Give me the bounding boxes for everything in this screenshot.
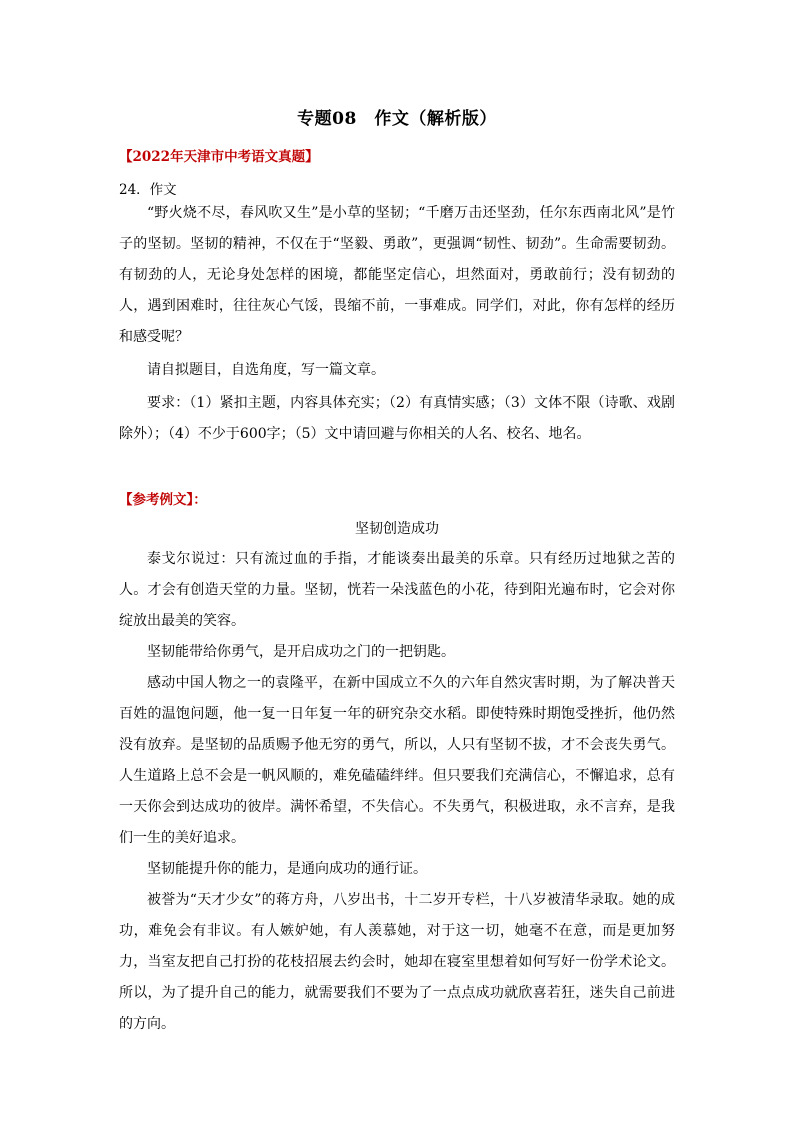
reference-label: 【参考例文】： [119, 492, 207, 508]
essay-title: 坚韧创造成功 [355, 521, 439, 537]
essay-paragraph: 坚韧能带给你勇气，是开启成功之门的一把钥匙。 [147, 644, 455, 660]
essay-paragraph: 被誉为“天才少女”的蒋方舟，八岁出书，十二岁开专栏，十八岁被清华录取。她的成功，难免会有非议。有人嫉妒她，有人羡慕她，对于这一切，她毫不在意，而是更加努力，当室友把自己打扮的花枝招展去约会时，她却在寝室里想着如何写好一份学术论文。所以，为了提升自己的能力，就需要我们不要为了一点点成功就欣喜若狂，迷失自己前进的方向。 [119, 892, 675, 1032]
prompt-requirements: 要求：（1）紧扣主题，内容具体充实；（2）有真情实感；（3）文体不限（诗歌、戏剧除外）；（4）不少于600字；（5）文中请回避与你相关的人名、校名、地名。 [119, 395, 675, 442]
essay-paragraph: 坚韧能提升你的能力，是通向成功的通行证。 [147, 861, 427, 877]
document-title: 专题08 作文（解析版） [297, 109, 497, 129]
prompt-instruction: 请自拟题目，自选角度，写一篇文章。 [147, 362, 385, 378]
question-number: 24．作文 [119, 182, 177, 198]
essay-paragraph: 感动中国人物之一的袁隆平，在新中国成立不久的六年自然灾害时期，为了解决普天百姓的温饱问题，他一复一日年复一年的研究杂交水稻。即使特殊时期饱受挫折，他仍然没有放弃。是坚韧的品质赐予他无穷的勇气，所以，人只有坚韧不拔，才不会丧失勇气。人生道路上总不会是一帆风顺的，难免磕磕绊绊。但只要我们充满信心，不懈追求，总有一天你会到达成功的彼岸。满怀希望，不失信心。不失勇气，积极进取，永不言弃，是我们一生的美好追求。 [119, 675, 675, 846]
source-label: 【2022年天津市中考语文真题】 [119, 149, 319, 165]
essay-paragraph: 泰戈尔说过：只有流过血的手指，才能谈奏出最美的乐章。只有经历过地狱之苦的人。才会有创造天堂的力量。坚韧，恍若一朵浅蓝色的小花，待到阳光遍布时，它会对你绽放出最美的笑容。 [119, 551, 675, 629]
prompt-paragraph: “野火烧不尽，春风吹又生”是小草的坚韧；“千磨万击还坚劲，任尔东西南北风”是竹子的坚韧。坚韧的精神，不仅在于“坚毅、勇敢”，更强调“韧性、韧劲”。生命需要韧劲。有韧劲的人，无论身处怎样的困境，都能坚定信心，坦然面对，勇敢前行；没有韧劲的人，遇到困难时，往往灰心气馁，畏缩不前，一事难成。同学们，对此，你有怎样的经历和感受呢？ [119, 205, 675, 345]
